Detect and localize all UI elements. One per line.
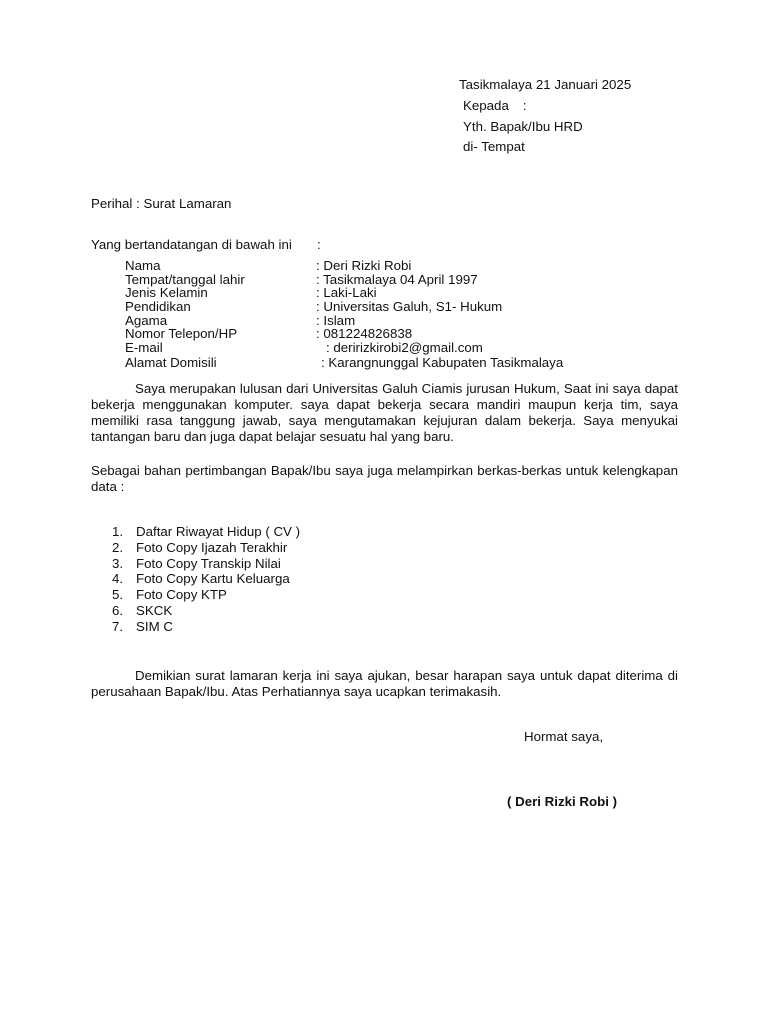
recipient-name: Yth. Bapak/Ibu HRD (463, 119, 583, 134)
list-number: 7. (112, 618, 124, 634)
identity-value: : 081224826838 (316, 326, 413, 341)
identity-label: Jenis Kelamin (125, 285, 208, 300)
recipient-place: di- Tempat (463, 139, 525, 154)
list-text: Foto Copy Ijazah Terakhir (136, 539, 288, 555)
to-colon: : (522, 98, 527, 113)
identity-value: : deririzkirobi2@gmail.com (326, 340, 483, 355)
identity-value: : Laki-Laki (316, 285, 377, 300)
list-number: 5. (112, 587, 124, 603)
body-paragraph-closing: Demikian surat lamaran kerja ini saya ajukan, besar harapan saya untuk dapat diterima di perusahaan Bapak/Ibu. Atas Perhatiannya saya ucapkan terimakasih. (91, 668, 678, 699)
identity-label: Tempat/tanggal lahir (125, 272, 245, 287)
identity-value: : Universitas Galuh, S1- Hukum (316, 299, 503, 314)
list-number: 4. (112, 571, 124, 587)
letter-date: Tasikmalaya 21 Januari 2025 (459, 77, 632, 92)
list-number: 6. (112, 602, 124, 618)
body-paragraph-qualifications: Saya merupakan lulusan dari Universitas Galuh Ciamis jurusan Hukum, Saat ini saya dapat bekerja menggunakan komputer. saya dapat bekerja secara mandiri maupun kerja tim, saya memiliki rasa tanggung jawab, saya mengutamakan kejujuran dalam bekerja. Saya menyukai tantangan baru dan juga dapat belajar sesuatu hal yang baru. (91, 381, 678, 444)
list-text: Foto Copy Kartu Keluarga (136, 571, 290, 587)
identity-label: Pendidikan (125, 299, 191, 314)
closing-salutation: Hormat saya, (524, 729, 604, 744)
body-paragraph-attachments-intro: Sebagai bahan pertimbangan Bapak/Ibu saya juga melampirkan berkas-berkas untuk kelengkapan data : (91, 463, 678, 494)
list-text: Foto Copy Transkip Nilai (136, 555, 281, 571)
list-number: 1. (112, 524, 124, 539)
identity-label: Alamat Domisili (125, 355, 217, 370)
identity-value: : Karangnunggal Kabupaten Tasikmalaya (321, 355, 564, 370)
list-text: SIM C (136, 618, 173, 634)
to-label: Kepada (463, 98, 509, 113)
identity-value: : Islam (316, 313, 356, 328)
identity-label: E-mail (125, 340, 163, 355)
intro-line (91, 237, 321, 252)
recipient-heading (463, 99, 527, 112)
identity-label: Nomor Telepon/HP (125, 326, 238, 341)
intro-text: Yang bertandatangan di bawah ini (91, 237, 292, 252)
identity-label: Agama (125, 313, 168, 328)
list-number: 3. (112, 555, 124, 571)
signature-name: ( Deri Rizki Robi ) (507, 794, 618, 809)
identity-label: Nama (125, 258, 161, 273)
identity-value: : Deri Rizki Robi (316, 258, 412, 273)
list-text: SKCK (136, 602, 173, 618)
list-text: Foto Copy KTP (136, 587, 227, 603)
subject-line: Perihal : Surat Lamaran (91, 196, 232, 211)
list-text: Daftar Riwayat Hidup ( CV ) (136, 524, 301, 539)
intro-colon: : (317, 237, 321, 252)
list-number: 2. (112, 539, 124, 555)
identity-value: : Tasikmalaya 04 April 1997 (316, 272, 478, 287)
